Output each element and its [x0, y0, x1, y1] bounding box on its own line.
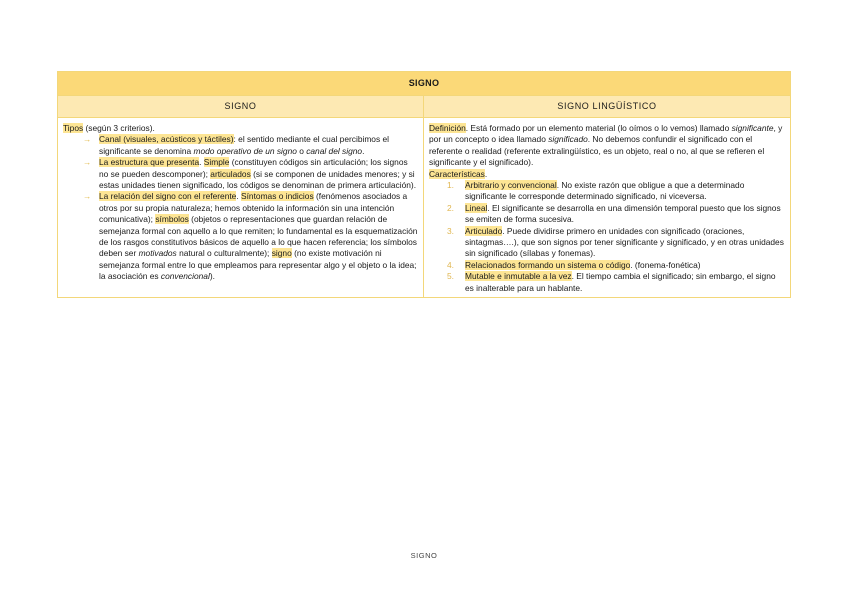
table-title: SIGNO — [58, 72, 791, 96]
list-item — [83, 191, 418, 282]
text-run: . Puede dividirse primero en unidades con significado (oraciones, sintagmas….), que son signos por tener significante y significado, y en otras unidades sin significado (sílabas y fonemas). — [465, 225, 784, 259]
caracteristicas-heading — [429, 169, 785, 180]
text-run: . El significante se desarrolla en una dimensión temporal puesto que los signos se emiten de forma sucesiva. — [465, 202, 781, 225]
text-run: . — [199, 157, 204, 168]
item-number: 3. — [447, 225, 454, 236]
text-run: . Está formado por un elemento material (lo oímos o lo vemos) llamado — [465, 123, 732, 133]
text-run: (no existe motivación ni semejanza formal entre lo que empleamos para representar algo y el objeto o la idea; la asociación es — [99, 248, 417, 282]
text-run: ). — [209, 271, 215, 282]
tipo-canal-text — [99, 134, 389, 155]
italic-term: motivados — [138, 248, 177, 259]
signo-table — [57, 71, 791, 298]
highlighted-term: Canal (visuales, acústicos y táctiles) — [99, 134, 234, 145]
definicion-paragraph — [429, 123, 785, 169]
caracteristica-articulado-text — [465, 226, 784, 259]
signo-cell — [58, 118, 424, 298]
signo-linguistico-cell — [424, 118, 791, 298]
italic-term: canal del signo — [306, 145, 363, 156]
caracteristica-arbitrario-text — [465, 180, 744, 201]
highlighted-term: Definición — [429, 123, 466, 133]
text-run: . — [236, 191, 242, 202]
list-item — [83, 157, 418, 191]
list-item — [447, 271, 785, 294]
caracteristica-lineal-text — [465, 203, 781, 224]
text-run: o — [296, 145, 307, 156]
italic-term: significante — [731, 123, 774, 133]
text-run: . El tiempo cambia el significado; sin embargo, el signo es inalterable para un hablante. — [465, 271, 776, 293]
highlighted-term: Articulado — [465, 225, 503, 236]
tipos-intro-rest: (según 3 criterios). — [83, 123, 155, 133]
text-run: (constituyen códigos sin articulación; los signos no se pueden descomponer); — [99, 157, 408, 179]
caracteristica-mutable-text — [465, 271, 776, 292]
caracteristicas-label: Características — [429, 168, 485, 179]
text-run: . (fonema-fonética) — [630, 259, 701, 270]
text-run: . — [362, 145, 365, 156]
text-run: : el sentido mediante el cual percibimos el significante se denomina — [99, 134, 390, 156]
highlighted-term: Simple — [203, 157, 230, 168]
text-run: (objetos o representaciones que guardan relación de semejanza formal con aquello a lo que remiten; lo fundamental es la esquematización de los rasgos constitutivos básicos de aquello a lo que hacen referencia; los símbolos deben ser — [99, 214, 418, 259]
italic-term: convencional — [160, 271, 210, 282]
text-run: (si se componen de unidades menores; y si estas unidades tienen significado, los códigos se denominan de primera articulación). — [99, 168, 417, 191]
list-item — [447, 260, 785, 271]
highlighted-term: Síntomas o indicios — [241, 191, 314, 202]
tipo-estructura-text — [99, 157, 416, 190]
highlighted-term: articulados — [210, 168, 251, 179]
highlighted-term: La estructura que presenta — [99, 157, 200, 168]
list-item — [447, 180, 785, 203]
highlighted-term: Relacionados formando un sistema o código — [465, 259, 631, 270]
arrow-right-icon: → — [83, 157, 92, 168]
italic-term: significado — [548, 134, 588, 145]
tipos-term: Tipos — [63, 123, 84, 133]
item-number: 2. — [447, 202, 454, 213]
text-run: . No existe razón que obligue a que a determinado significante le corresponde determinado significado, ni viceversa. — [465, 180, 745, 202]
text-run: . No debemos confundir el significado con el referente o realidad (referente extralingüístico, es un objeto, real o no, al que se refieren el significante y el significado). — [429, 134, 765, 168]
highlighted-term: Lineal — [465, 202, 488, 213]
item-number: 1. — [447, 180, 454, 191]
highlighted-term: signo — [271, 248, 292, 259]
column-header-signo-linguistico: SIGNO LINGÜÍSTICO — [424, 96, 791, 118]
text-run: natural o culturalmente); — [176, 248, 272, 259]
item-number: 5. — [447, 271, 454, 282]
list-item — [83, 134, 418, 157]
highlighted-term: Mutable e inmutable a la vez — [465, 271, 572, 282]
caracteristicas-rest: . — [484, 168, 488, 179]
list-item — [447, 203, 785, 226]
tipo-relacion-text — [99, 191, 417, 281]
tipos-list — [63, 134, 418, 282]
highlighted-term: Arbitrario y convencional — [465, 180, 557, 191]
tipos-intro — [63, 123, 418, 134]
italic-term: modo operativo de un signo — [193, 145, 297, 156]
column-header-signo: SIGNO — [58, 96, 424, 118]
item-number: 4. — [447, 259, 454, 270]
text-run: (fenómenos asociados a otros por su propia naturaleza; hemos obtenido la información sin una intención comunicativa); — [99, 191, 408, 225]
text-run: , y por un concepto o idea llamado — [429, 123, 783, 145]
highlighted-term: La relación del signo con el referente — [99, 191, 237, 202]
page-footer: SIGNO — [410, 551, 438, 560]
list-item — [447, 226, 785, 260]
arrow-right-icon: → — [83, 134, 92, 145]
highlighted-term: símbolos — [155, 214, 189, 225]
arrow-right-icon: → — [83, 191, 92, 202]
caracteristica-sistema-text — [465, 260, 701, 270]
caracteristicas-list — [429, 180, 785, 294]
